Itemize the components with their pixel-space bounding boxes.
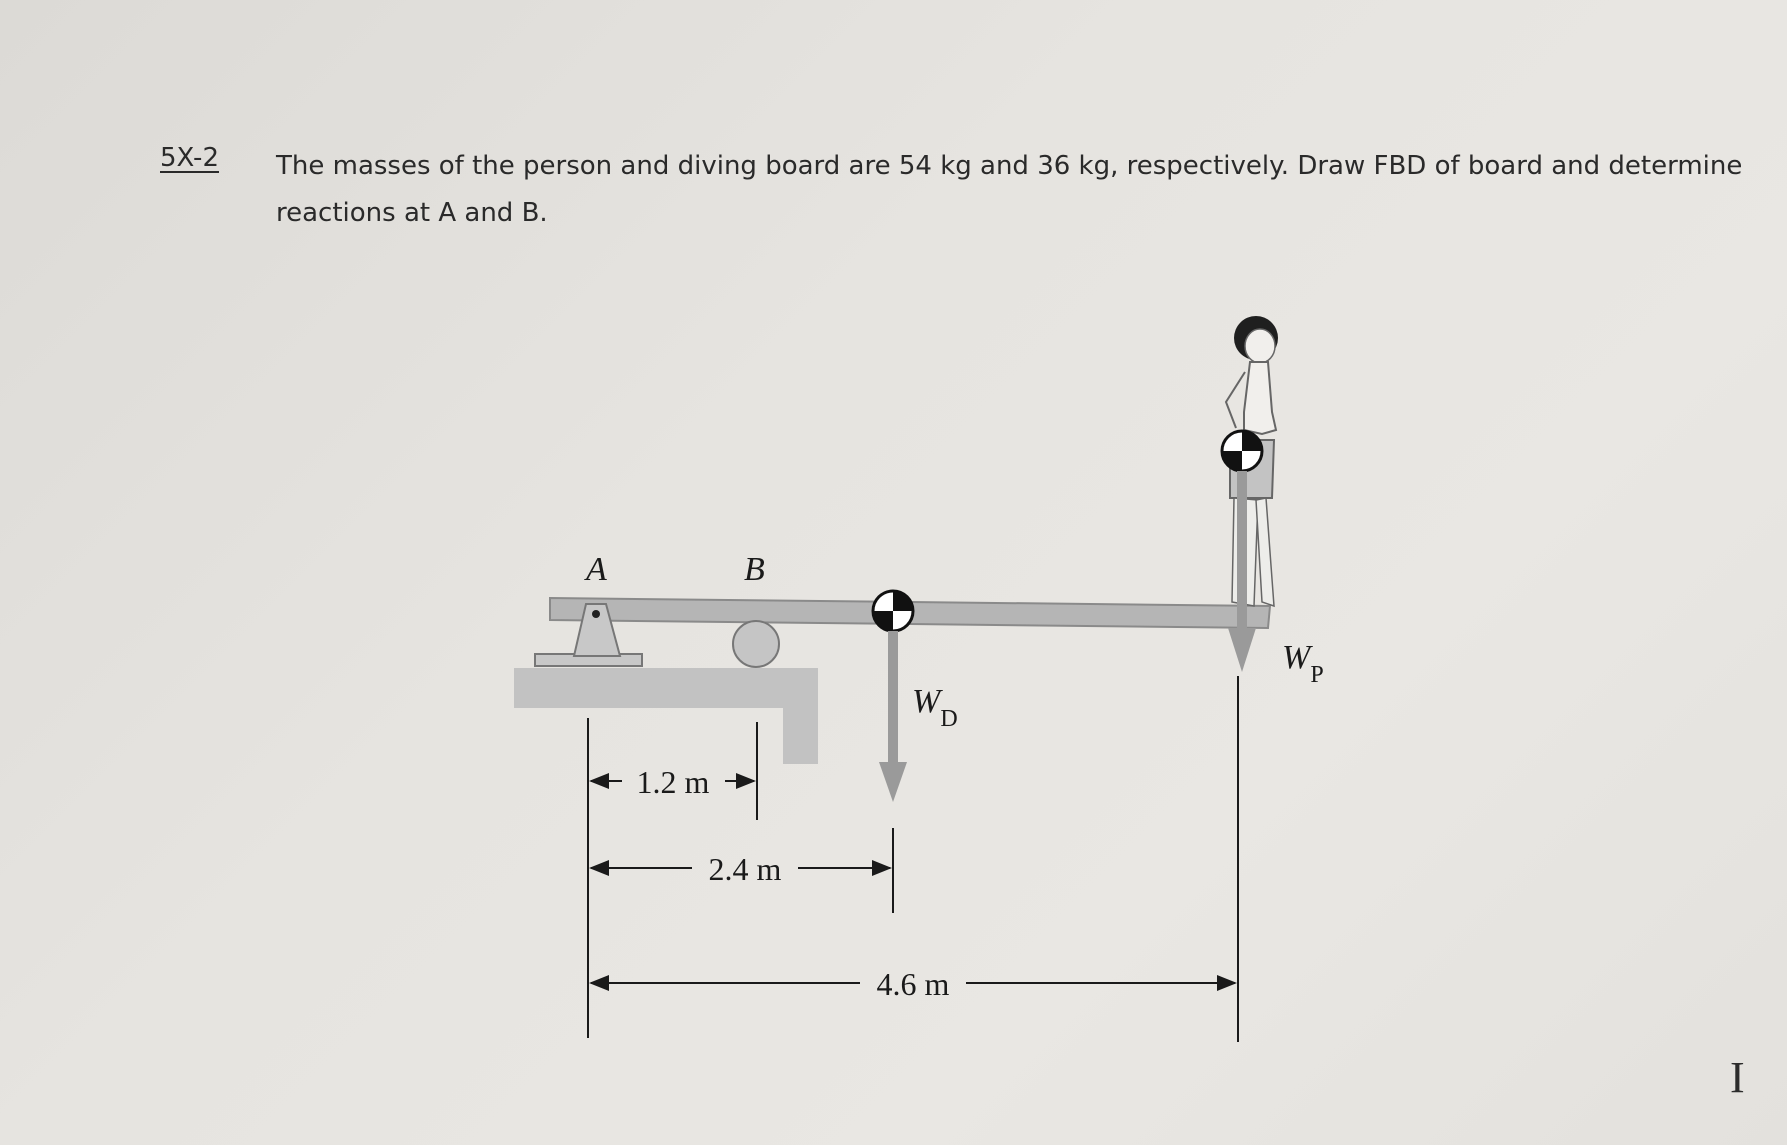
dimension-label-3: 4.6 m (876, 966, 950, 1002)
roller-b (733, 621, 779, 667)
dimension-label-1: 1.2 m (636, 764, 710, 800)
problem-statement: The masses of the person and diving board are 54 kg and 36 kg, respectively. Draw FBD of board and determine reactions at A and B. (276, 151, 1743, 228)
label-wd: $W_D$ (912, 683, 958, 732)
pin-a (592, 610, 600, 618)
label-wp: $W_P$ (1282, 639, 1324, 688)
platform (514, 668, 818, 764)
problem-number: 5X-2 (160, 143, 219, 173)
dimension-label-2: 2.4 m (708, 851, 782, 887)
weight-board-arrow (879, 631, 907, 802)
board-cg-icon (873, 591, 913, 631)
text-cursor-icon: I (1730, 1053, 1745, 1102)
person-cg-icon (1222, 431, 1262, 471)
label-b: B (744, 551, 765, 588)
label-a: A (586, 551, 607, 588)
